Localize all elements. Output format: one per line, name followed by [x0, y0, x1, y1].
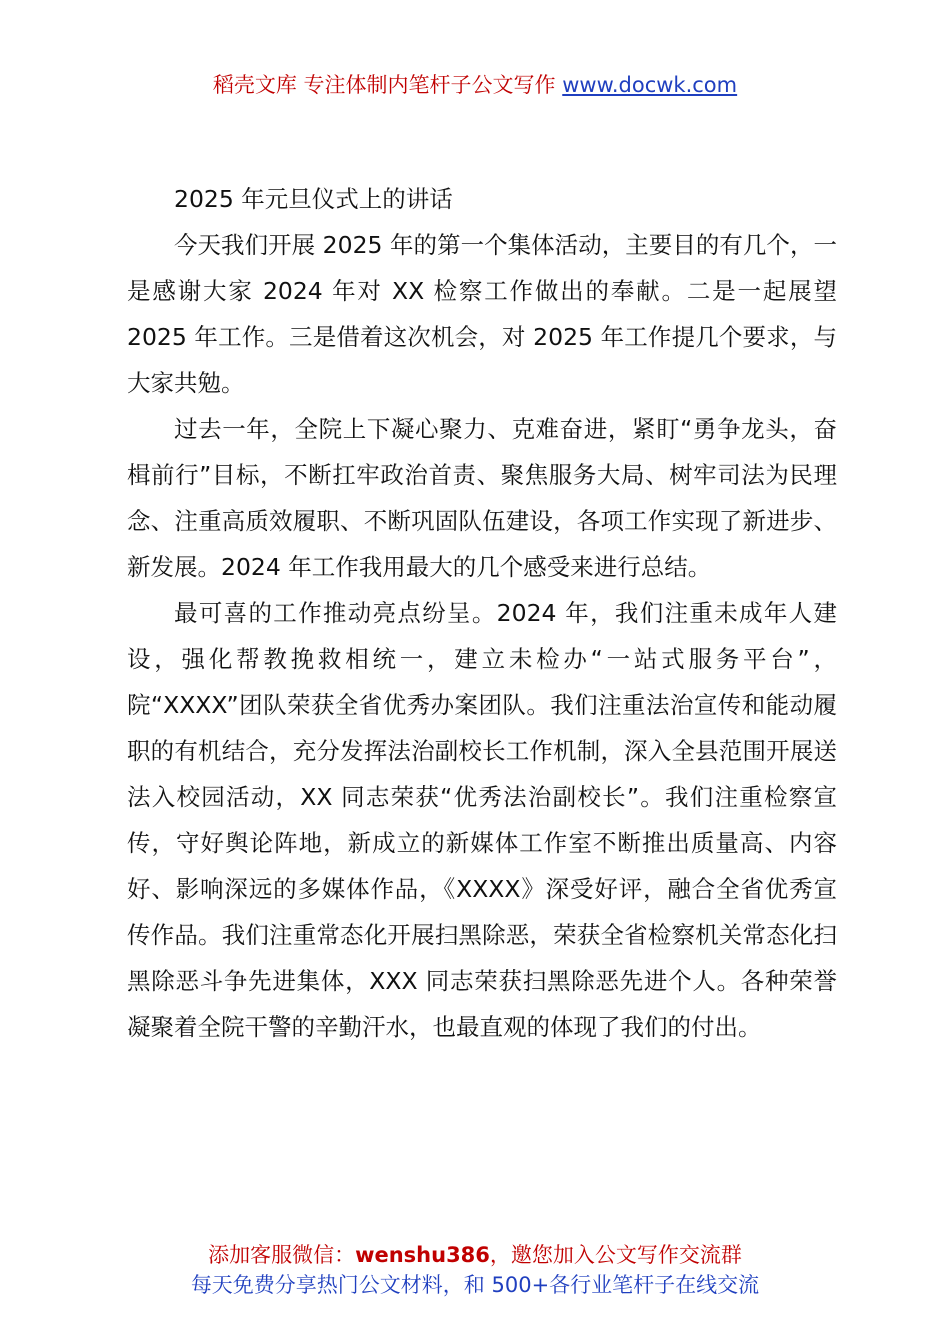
footer-contact-prefix: 添加客服微信：	[208, 1243, 356, 1267]
document-title: 2025 年元旦仪式上的讲话	[174, 185, 453, 213]
paragraph-1: 今天我们开展 2025 年的第一个集体活动，主要目的有几个，一是感谢大家 2024 年对 XX 检察工作做出的奉献。二是一起展望 2025 年工作。三是借着这次机会，对 2025 年工作提几个要求，与大家共勉。	[127, 231, 837, 397]
footer-promo-line: 每天免费分享热门公文材料，和 500+各行业笔杆子在线交流	[190, 1273, 760, 1297]
footer-contact-suffix: ，邀您加入公文写作交流群	[489, 1243, 742, 1267]
header-brand: 稻壳文库 专注体制内笔杆子公文写作	[212, 73, 556, 97]
paragraph-2: 过去一年，全院上下凝心聚力、克难奋进，紧盯“勇争龙头，奋楫前行”目标，不断扛牢政治首责、聚焦服务大局、树牢司法为民理念、注重高质效履职、不断巩固队伍建设，各项工作实现了新进步、新发展。2024 年工作我用最大的几个感受来进行总结。	[127, 415, 837, 581]
page-header	[0, 70, 950, 100]
header-url-link[interactable]: www.docwk.com	[562, 73, 738, 97]
paragraph-3: 最可喜的工作推动亮点纷呈。2024 年，我们注重未成年人建设，强化帮教挽救相统一，建立未检办“一站式服务平台”，院“XXXX”团队荣获全省优秀办案团队。我们注重法治宣传和能动履职的有机结合，充分发挥法治副校长工作机制，深入全县范围开展送法入校园活动，XX 同志荣获“优秀法治副校长”。我们注重检察宣传，守好舆论阵地，新成立的新媒体工作室不断推出质量高、内容好、影响深远的多媒体作品，《XXXX》深受好评，融合全省优秀宣传作品。我们注重常态化开展扫黑除恶，荣获全省检察机关常态化扫黑除恶斗争先进集体，XXX 同志荣获扫黑除恶先进个人。各种荣誉凝聚着全院干警的辛勤汗水，也最直观的体现了我们的付出。	[127, 599, 837, 1041]
footer-wechat-id: wenshu386	[355, 1243, 490, 1267]
document-body	[127, 176, 837, 1050]
footer-contact-line	[0, 1240, 950, 1270]
page-footer	[0, 1240, 950, 1300]
